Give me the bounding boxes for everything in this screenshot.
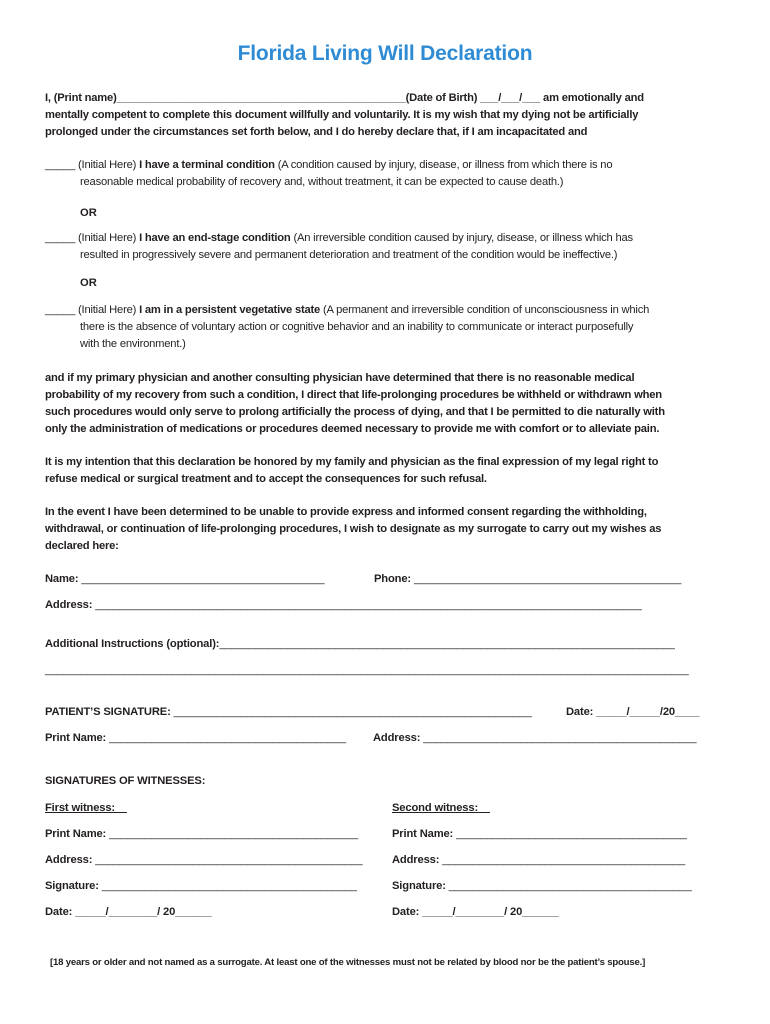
first-witness-date-row: [45, 904, 212, 921]
first-witness-signature-label: Signature:: [45, 880, 99, 892]
second-witness-title-row: [392, 800, 490, 817]
condition-text: (An irreversible condition caused by injury, disease, or illness which has: [290, 232, 633, 244]
surrogate-name-field[interactable]: ________________________________________: [78, 573, 325, 585]
first-witness-print-name-label: Print Name:: [45, 828, 107, 840]
intro-paragraph: [45, 90, 725, 141]
first-witness-address-row: [45, 852, 362, 869]
condition-vegetative: [45, 302, 735, 353]
paragraph-line: withdrawal, or continuation of life-prolonging procedures, I wish to designate as my surrogate to carry out my wishes as: [45, 523, 662, 535]
patient-date-field[interactable]: _____/_____/20____: [593, 706, 700, 718]
condition-text: (A permanent and irreversible condition of unconsciousness in which: [320, 304, 650, 316]
patient-signature-row: [45, 704, 532, 721]
first-witness-print-name-row: [45, 826, 358, 843]
surrogate-phone-field[interactable]: ____________________________________________: [411, 573, 682, 585]
intro-line[interactable]: I, (Print name)________________________________________________(Date of Birth) ___/___/___ am emotionally and: [45, 92, 644, 104]
condition-text: (A condition caused by injury, disease, or illness from which there is no: [274, 159, 613, 171]
condition-text: reasonable medical probability of recovery and, without treatment, it can be expected to cause death.): [80, 176, 564, 188]
surrogate-paragraph: [45, 504, 725, 555]
paragraph-line: and if my primary physician and another consulting physician have determined that there is no reasonable medical: [45, 372, 635, 384]
surrogate-address-row: [45, 597, 642, 614]
first-witness-signature-field[interactable]: __________________________________________: [98, 880, 357, 892]
condition-end-stage: [45, 230, 735, 264]
second-witness-date-row: [392, 904, 559, 921]
first-witness-date-label: Date:: [45, 906, 73, 918]
initial-blank[interactable]: _____ (Initial Here): [45, 159, 140, 171]
paragraph-line: only the administration of medications or procedures deemed necessary to provide me with comfort or to alleviate pain.: [45, 423, 660, 435]
condition-heading: I have a terminal condition: [139, 159, 275, 171]
first-witness-title-row: [45, 800, 127, 817]
patient-address-label: Address:: [373, 732, 421, 744]
intention-paragraph: [45, 454, 725, 488]
condition-text: with the environment.): [80, 338, 186, 350]
first-witness-address-label: Address:: [45, 854, 93, 866]
title-underline-tail: [478, 802, 490, 814]
first-witness-print-name-field[interactable]: _________________________________________: [106, 828, 359, 840]
second-witness-address-row: [392, 852, 685, 869]
patient-print-name-field[interactable]: _______________________________________: [106, 732, 346, 744]
additional-instructions-field[interactable]: ___________________________________________________________________________: [219, 638, 675, 650]
additional-instructions-line[interactable]: __________________________________________________________________________________________________________: [45, 664, 689, 676]
paragraph-line: probability of my recovery from such a condition, I direct that life-prolonging procedures be withheld or withdrawn when: [45, 389, 662, 401]
second-witness-signature-field[interactable]: ________________________________________: [445, 880, 692, 892]
initial-blank[interactable]: _____ (Initial Here): [45, 304, 140, 316]
physician-paragraph: [45, 370, 725, 438]
intro-line: mentally competent to complete this document willfully and voluntarily. It is my wish that my dying not be artificially: [45, 109, 639, 121]
witness-footnote: [18 years or older and not named as a surrogate. At least one of the witnesses must not be related by blood nor be the patient’s spouse.]: [50, 957, 646, 968]
first-witness-title: First witness:: [45, 802, 116, 814]
or-separator: OR: [80, 277, 97, 289]
condition-heading: I have an end-stage condition: [139, 232, 291, 244]
patient-print-name-label: Print Name:: [45, 732, 107, 744]
intro-line: prolonged under the circumstances set forth below, and I do hereby declare that, if I am incapacitated and: [45, 126, 588, 138]
second-witness-signature-label: Signature:: [392, 880, 446, 892]
surrogate-address-label: Address:: [45, 599, 93, 611]
paragraph-line: In the event I have been determined to be unable to provide express and informed consent regarding the withholding,: [45, 506, 647, 518]
second-witness-print-name-label: Print Name:: [392, 828, 454, 840]
surrogate-name-row: [45, 571, 324, 588]
paragraph-line: declared here:: [45, 540, 119, 552]
first-witness-date-field[interactable]: _____/________/ 20______: [72, 906, 212, 918]
page-title: Florida Living Will Declaration: [237, 42, 533, 65]
patient-date-label: Date:: [566, 706, 594, 718]
patient-signature-label: PATIENT’S SIGNATURE:: [45, 706, 171, 718]
initial-blank[interactable]: _____ (Initial Here): [45, 232, 140, 244]
patient-date-row: [566, 704, 699, 721]
title-underline-tail: [115, 802, 127, 814]
additional-instructions-row: [45, 636, 675, 653]
patient-address-row: [373, 730, 697, 747]
paragraph-line: refuse medical or surgical treatment and to accept the consequences for such refusal.: [45, 473, 487, 485]
second-witness-print-name-row: [392, 826, 687, 843]
witnesses-heading: SIGNATURES OF WITNESSES:: [45, 775, 206, 787]
surrogate-phone-row: [374, 571, 681, 588]
patient-print-name-row: [45, 730, 346, 747]
or-separator: OR: [80, 207, 97, 219]
second-witness-date-label: Date:: [392, 906, 420, 918]
second-witness-title: Second witness:: [392, 802, 479, 814]
surrogate-address-field[interactable]: __________________________________________________________________________________________: [92, 599, 642, 611]
condition-heading: I am in a persistent vegetative state: [139, 304, 321, 316]
paragraph-line: It is my intention that this declaration be honored by my family and physician as the final expression of my legal right to: [45, 456, 659, 468]
second-witness-address-label: Address:: [392, 854, 440, 866]
additional-instructions-label: Additional Instructions (optional):: [45, 638, 220, 650]
first-witness-signature-row: [45, 878, 357, 895]
first-witness-address-field[interactable]: ____________________________________________: [92, 854, 363, 866]
patient-signature-field[interactable]: ___________________________________________________________: [170, 706, 532, 718]
surrogate-name-label: Name:: [45, 573, 79, 585]
condition-text: resulted in progressively severe and permanent deterioration and treatment of the condition would be ineffective.): [80, 249, 618, 261]
second-witness-address-field[interactable]: ________________________________________: [439, 854, 686, 866]
second-witness-date-field[interactable]: _____/________/ 20______: [419, 906, 559, 918]
patient-address-field[interactable]: _____________________________________________: [420, 732, 697, 744]
second-witness-signature-row: [392, 878, 692, 895]
condition-text: there is the absence of voluntary action or cognitive behavior and an inability to communicate or interact purposefully: [80, 321, 634, 333]
surrogate-phone-label: Phone:: [374, 573, 412, 585]
paragraph-line: such procedures would only serve to prolong artificially the process of dying, and that I be permitted to die naturally with: [45, 406, 665, 418]
condition-terminal: [45, 157, 735, 191]
second-witness-print-name-field[interactable]: ______________________________________: [453, 828, 687, 840]
